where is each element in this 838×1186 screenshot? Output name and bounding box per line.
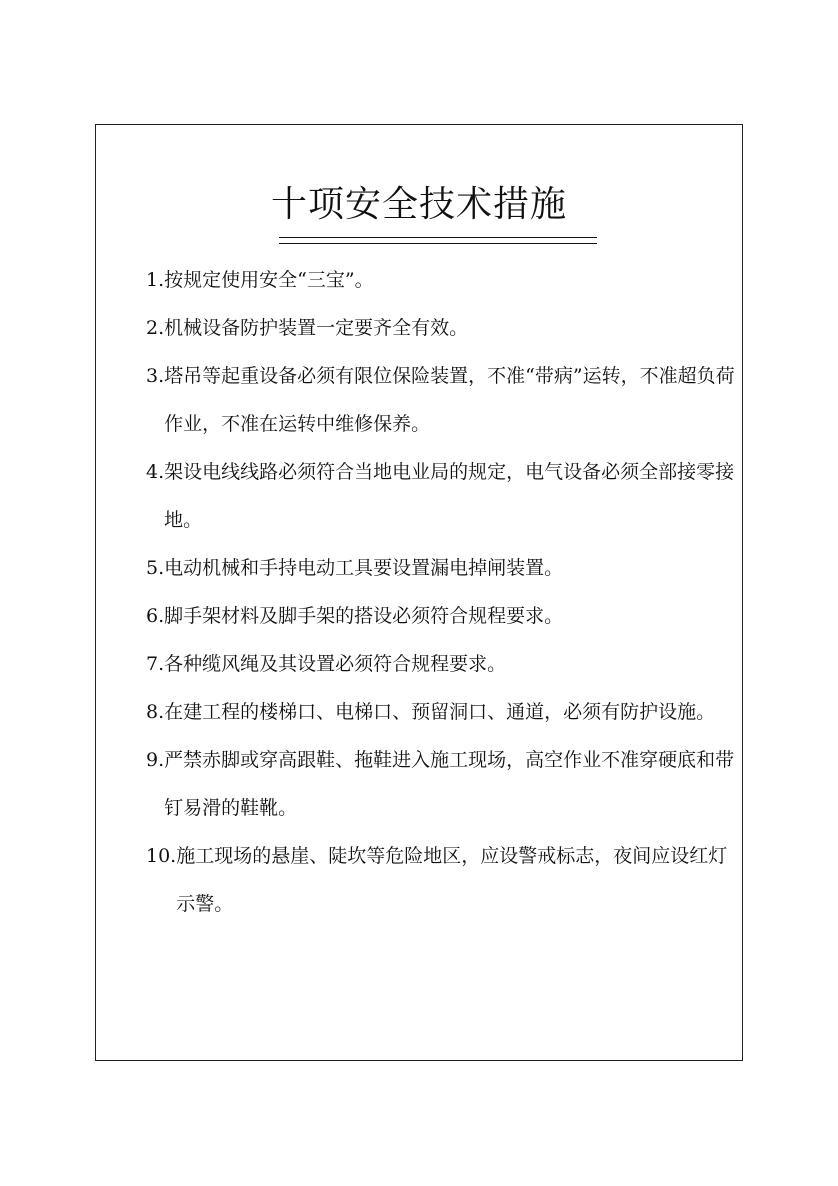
item-text: 脚手架材料及脚手架的搭设必须符合规程要求。 xyxy=(164,605,564,627)
list-item xyxy=(146,448,736,544)
item-text: 塔吊等起重设备必须有限位保险装置，不准“带病”运转，不准超负荷作业，不准在运转中维修保养。 xyxy=(164,365,735,435)
list-item xyxy=(146,544,736,592)
item-number: 1. xyxy=(146,269,165,291)
list-item xyxy=(146,592,736,640)
list-item xyxy=(146,640,736,688)
item-text: 机械设备防护装置一定要齐全有效。 xyxy=(164,317,469,339)
item-number: 8. xyxy=(146,701,165,723)
list-item xyxy=(146,688,736,736)
title-underline-bottom xyxy=(279,243,597,244)
list-item xyxy=(146,304,736,352)
item-number: 4. xyxy=(146,461,165,483)
document-title: 十项安全技术措施 xyxy=(270,184,567,225)
list-item xyxy=(146,736,736,832)
item-number: 9. xyxy=(146,749,165,771)
list-item xyxy=(146,352,736,448)
item-text: 施工现场的悬崖、陡坎等危险地区，应设警戒标志，夜间应设红灯示警。 xyxy=(176,845,728,915)
item-text: 在建工程的楼梯口、电梯口、预留洞口、通道，必须有防护设施。 xyxy=(164,701,716,723)
item-text: 严禁赤脚或穿高跟鞋、拖鞋进入施工现场，高空作业不准穿硬底和带钉易滑的鞋靴。 xyxy=(164,749,735,819)
item-text: 按规定使用安全“三宝”。 xyxy=(164,269,374,291)
list-item xyxy=(146,832,736,928)
item-number: 6. xyxy=(146,605,165,627)
list-item xyxy=(146,256,736,304)
measures-list xyxy=(146,256,736,928)
item-text: 各种缆风绳及其设置必须符合规程要求。 xyxy=(164,653,507,675)
item-number: 3. xyxy=(146,365,165,387)
item-number: 10. xyxy=(146,845,177,867)
item-number: 2. xyxy=(146,317,165,339)
item-text: 电动机械和手持电动工具要设置漏电掉闸装置。 xyxy=(164,557,564,579)
item-number: 7. xyxy=(146,653,165,675)
title-underline-top xyxy=(279,237,597,238)
document-frame xyxy=(95,124,743,1061)
item-number: 5. xyxy=(146,557,165,579)
item-text: 架设电线线路必须符合当地电业局的规定，电气设备必须全部接零接地。 xyxy=(164,461,735,531)
